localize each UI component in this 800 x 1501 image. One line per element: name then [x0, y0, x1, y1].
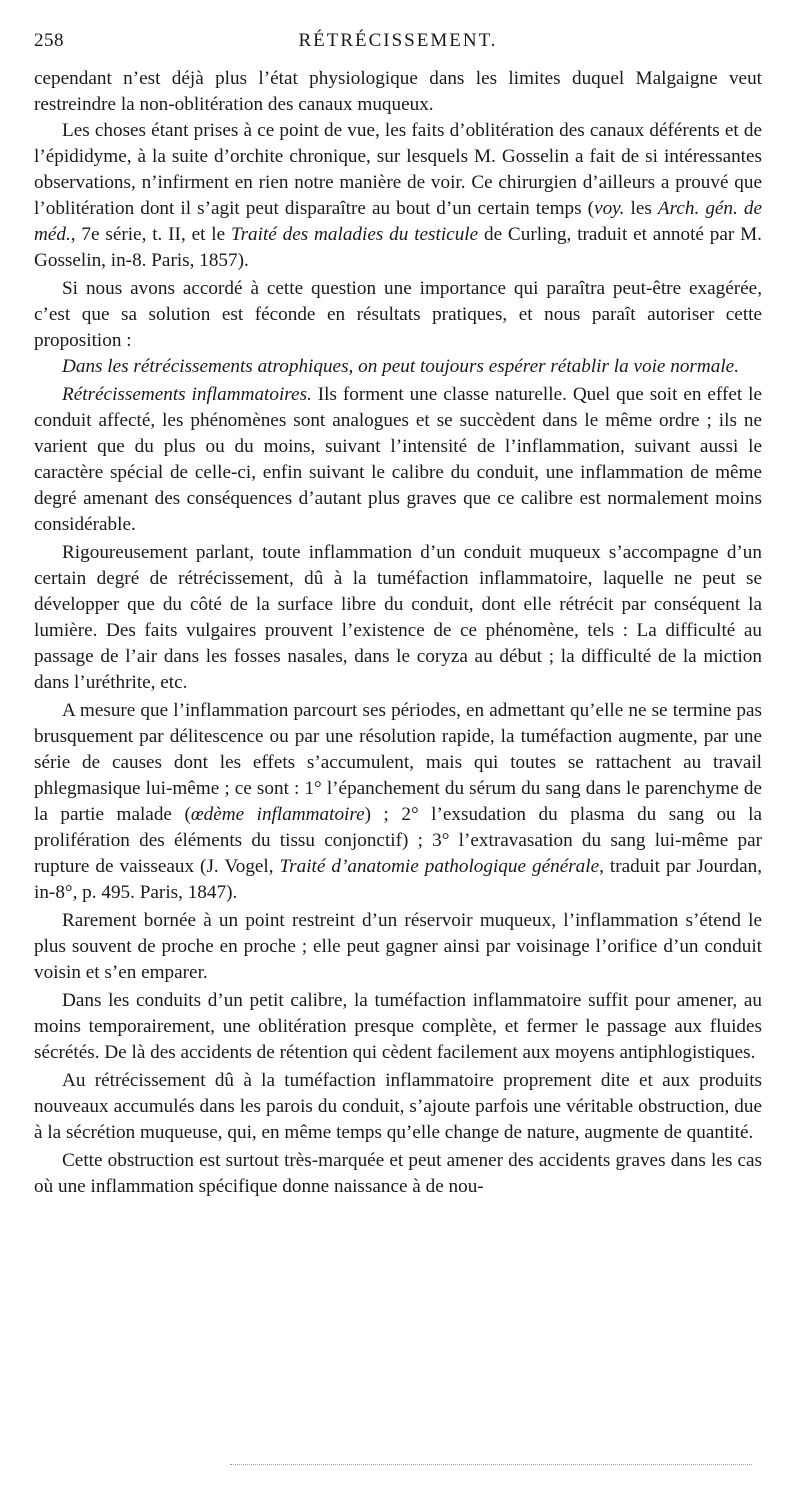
- paragraph-1: [34, 66, 762, 118]
- paragraph-3: [34, 276, 762, 354]
- paragraph-text: Rarement bornée à un point restreint d’un réservoir muqueux, l’inflammation s’étend le plus souvent de proche en proche ; elle peut gagner ainsi par voisinage l’orifice d’un conduit voisin et s’en emparer.: [34, 910, 762, 983]
- abbrev-voy: voy.: [594, 198, 625, 219]
- running-title: RÉTRÉCISSEMENT.: [298, 30, 498, 51]
- book-title: Traité des maladies du testicule: [230, 224, 479, 245]
- paragraph-text: Les choses étant prises à ce point de vue, les faits d’oblitération des canaux déférents et de l’épididyme, à la suite d’orchite chronique, sur lesquels M. Gosselin a fait de si intéressantes observations, n’infirment en rien notre manière de voir. Ce chirurgien d’ailleurs a prouvé que l’oblitération dont il s’agit peut disparaître au bout d’un certain temps (: [34, 120, 762, 219]
- paragraph-7: [34, 698, 762, 906]
- paragraph-text: Dans les conduits d’un petit calibre, la tuméfaction inflammatoire suffit pour amener, au moins temporairement, une oblitération presque complète, et fermer le passage aux fluides sécrétés. De là des accidents de rétention qui cèdent facilement aux moyens antiphlogistiques.: [34, 990, 762, 1063]
- paragraph-6: [34, 540, 762, 696]
- paragraph-text: Cette obstruction est surtout très-marquée et peut amener des accidents graves dans les cas où une inflammation spécifique donne naissance à de nou-: [34, 1150, 762, 1197]
- paragraph-text: , 7e série, t. II, et le: [70, 224, 231, 245]
- paragraph-text: Ils forment une classe naturelle. Quel que soit en effet le conduit affecté, les phénomènes sont analogues et se succèdent dans le même ordre ; ils ne varient que du plus ou du moins, suivant l’intensité de l’inflammation, suivant aussi le caractère spécial de celle-ci, enfin suivant le calibre du conduit, une inflammation de même degré amenant des conséquences d’autant plus graves que ce calibre est normalement moins considérable.: [34, 384, 762, 535]
- paragraph-text: les: [624, 198, 658, 219]
- paragraph-9: [34, 988, 762, 1066]
- page-header: [34, 30, 762, 66]
- paragraph-text: de Curling, traduit et annoté par M. Gosselin, in-8. Paris, 1857).: [34, 224, 762, 271]
- proposition: [34, 354, 762, 380]
- journal-title: Arch. gén. de méd.: [34, 198, 762, 245]
- paragraph-2: [34, 118, 762, 274]
- term-oedeme: œdème inflammatoire: [190, 804, 365, 825]
- paragraph-text: Rigoureusement parlant, toute inflammation d’un conduit muqueux s’accompagne d’un certain degré de rétrécissement, dû à la tuméfaction inflammatoire, laquelle ne peut se développer que du côté de la surface libre du conduit, dont elle rétrécit par conséquent la lumière. Des faits vulgaires prouvent l’existence de ce phénomène, tels : La difficulté au passage de l’air dans les fosses nasales, dans le coryza au début ; la difficulté de la miction dans l’uréthrite, etc.: [34, 542, 762, 693]
- paragraph-text: A mesure que l’inflammation parcourt ses périodes, en admettant qu’elle ne se termine pas brusquement par délitescence ou par une résolution rapide, la tuméfaction augmente, par une série de causes dont les effets s’accumulent, mais qui toutes se rattachent au travail phlegmasique lui-même ; ce sont : 1° l’épanchement du sérum du sang dans le parenchyme de la partie malade (: [34, 700, 762, 825]
- paragraph-5: [34, 382, 762, 538]
- footer-rule: [230, 1464, 752, 1465]
- book-title: Traité d’anatomie pathologique générale: [279, 856, 600, 877]
- section-heading: Rétrécissements inflammatoires.: [62, 384, 312, 405]
- paragraph-text: cependant n’est déjà plus l’état physiologique dans les limites duquel Malgaigne veut restreindre la non-oblitération des canaux muqueux.: [34, 68, 762, 115]
- paragraph-text: Au rétrécissement dû à la tuméfaction inflammatoire proprement dite et aux produits nouveaux accumulés dans les parois du conduit, s’ajoute parfois une véritable obstruction, due à la sécrétion muqueuse, qui, en même temps qu’elle change de nature, augmente de quantité.: [34, 1070, 762, 1143]
- paragraph-text: , traduit par Jourdan, in-8°, p. 495. Paris, 1847).: [34, 856, 762, 903]
- paragraph-text: Si nous avons accordé à cette question une importance qui paraîtra peut-être exagérée, c’est que sa solution est féconde en résultats pratiques, et nous paraît autoriser cette proposition :: [34, 278, 762, 351]
- paragraph-11: [34, 1148, 762, 1200]
- page-number: 258: [34, 30, 64, 51]
- paragraph-8: [34, 908, 762, 986]
- proposition-text: Dans les rétrécissements atrophiques, on peut toujours espérer rétablir la voie normale.: [62, 356, 739, 377]
- paragraph-text: ) ; 2° l’exsudation du plasma du sang ou la prolifération des éléments du tissu conjonctif) ; 3° l’extravasation du sang lui-même par rupture de vaisseaux (J. Vogel,: [34, 804, 762, 877]
- body-text: [34, 66, 762, 1200]
- paragraph-10: [34, 1068, 762, 1146]
